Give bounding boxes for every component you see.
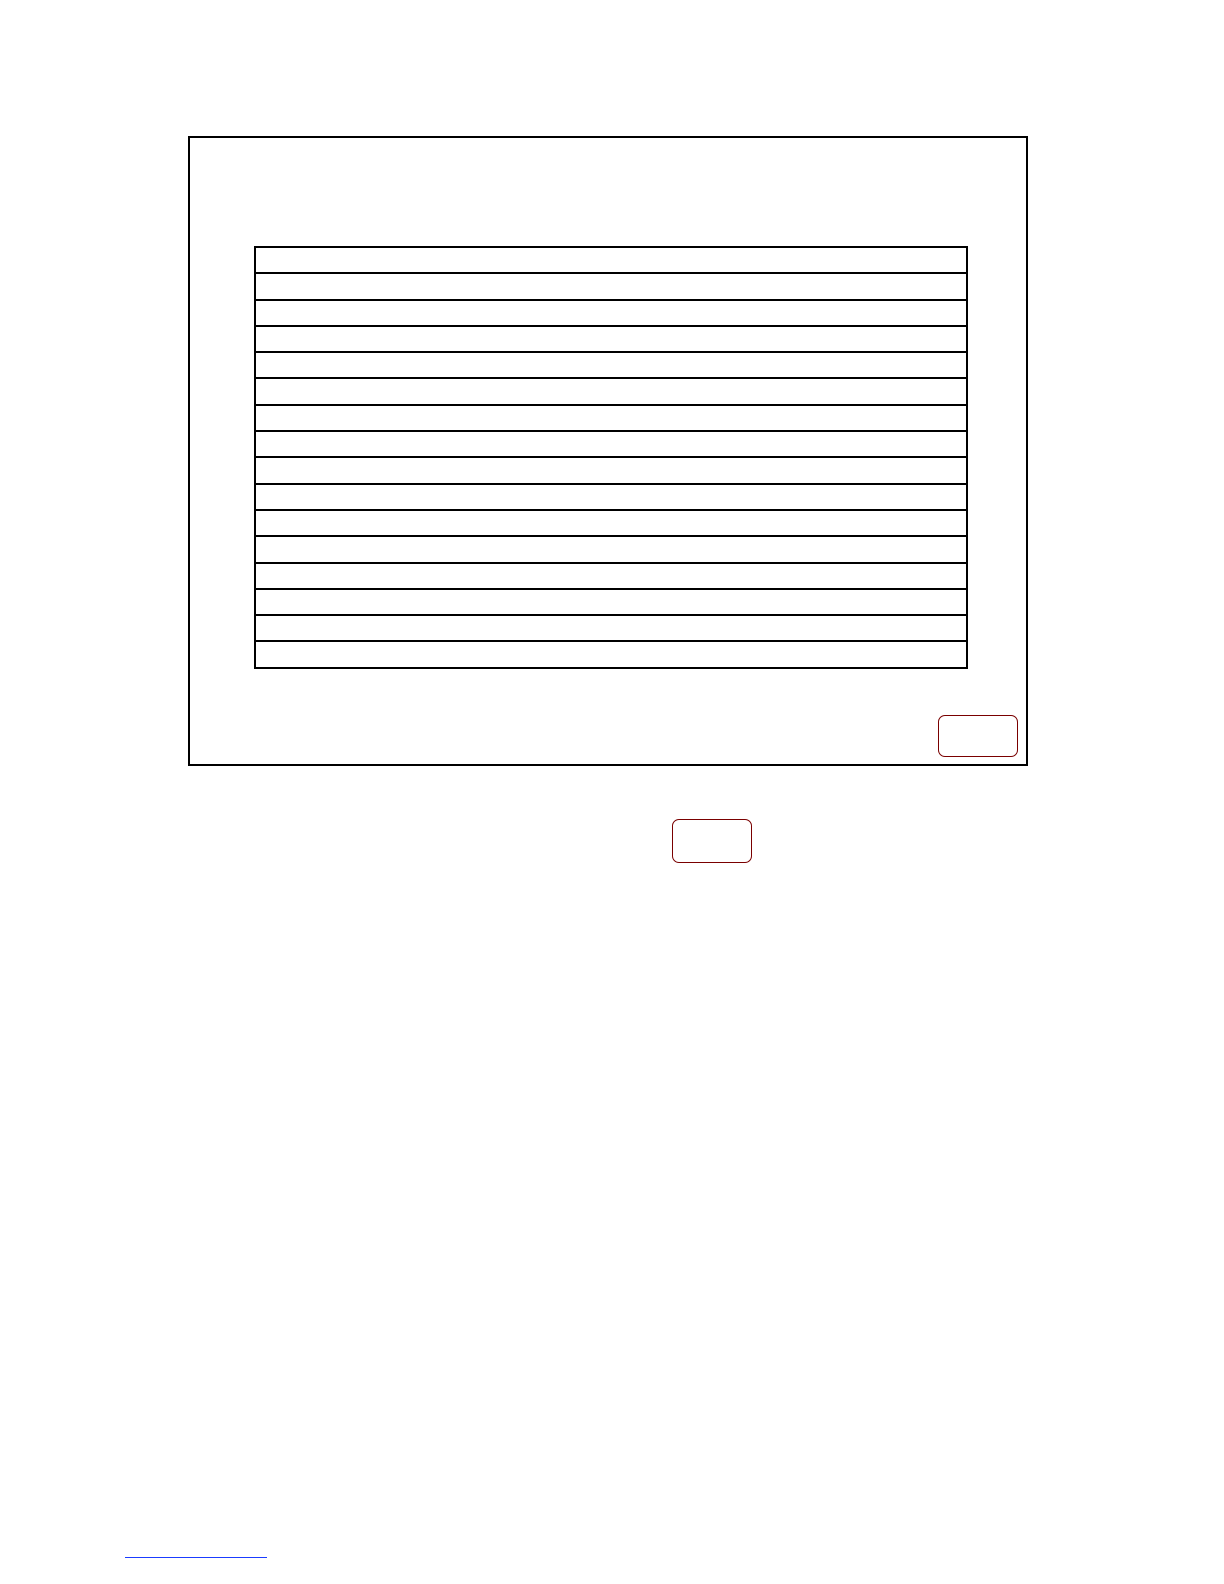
bottom-blowdown-log-button[interactable] bbox=[672, 819, 752, 863]
exit-button[interactable] bbox=[938, 715, 1018, 757]
table-row bbox=[256, 458, 966, 484]
table-row bbox=[256, 327, 966, 353]
table-row bbox=[256, 274, 966, 300]
table-row bbox=[256, 642, 966, 668]
table-row bbox=[256, 537, 966, 563]
table-row bbox=[256, 432, 966, 458]
table-row bbox=[256, 353, 966, 379]
table-row bbox=[256, 590, 966, 616]
table-row bbox=[256, 616, 966, 642]
table-row bbox=[256, 511, 966, 537]
table-row bbox=[256, 248, 966, 274]
table-row bbox=[256, 564, 966, 590]
footnote-rule bbox=[125, 1557, 267, 1558]
table-row bbox=[256, 406, 966, 432]
table-row bbox=[256, 485, 966, 511]
hmi-screen bbox=[188, 136, 1028, 766]
table-row bbox=[256, 301, 966, 327]
table-row bbox=[256, 379, 966, 405]
blowdown-log-table bbox=[254, 246, 968, 669]
